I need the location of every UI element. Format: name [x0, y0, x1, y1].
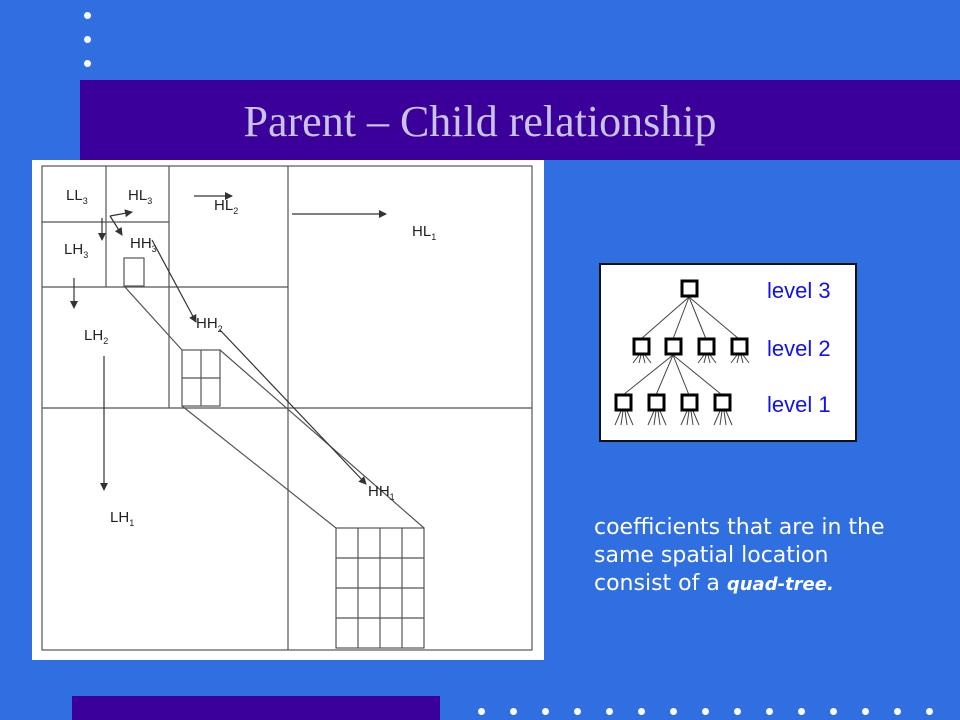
hh3-coefficient	[124, 258, 144, 286]
slide-title: Parent – Child relationship	[243, 97, 717, 146]
decor-dot	[766, 708, 773, 715]
tree-edge	[689, 297, 739, 339]
decor-dot	[734, 708, 741, 715]
caption-main: coefficients that are in the same spatial location consist of a	[594, 515, 885, 596]
tree-fanout	[633, 355, 651, 363]
projection-line	[182, 406, 336, 528]
decor-dot	[894, 708, 901, 715]
tree-level-1-label: level 1	[767, 392, 831, 417]
tree-fanout	[615, 411, 633, 425]
decor-dot	[574, 708, 581, 715]
tree-fanout	[731, 355, 749, 363]
tree-node-level2	[634, 339, 649, 354]
decor-dot	[926, 708, 933, 715]
label-hh1: $HH_1$	[368, 483, 395, 502]
tree-edge	[656, 355, 673, 395]
label-hh3: $HH_3$	[130, 235, 157, 254]
decor-dot	[862, 708, 869, 715]
tree-fanout	[648, 411, 666, 425]
tree-node-level1	[715, 395, 730, 410]
tree-edge	[689, 297, 706, 339]
tree-node-level2	[732, 339, 747, 354]
decor-dot	[84, 12, 91, 19]
projection-line	[124, 286, 182, 350]
arrow-hh2-hh1	[220, 330, 366, 484]
label-lh3: $LH_3$	[64, 241, 89, 260]
decor-dot	[830, 708, 837, 715]
tree-node-level3	[682, 281, 697, 296]
tree-level-3-label: level 3	[767, 278, 831, 303]
decor-dot	[638, 708, 645, 715]
decor-dot	[798, 708, 805, 715]
tree-node-level1	[616, 395, 631, 410]
label-hl3: $HL_3$	[128, 187, 153, 206]
decor-dot	[702, 708, 709, 715]
label-hh2: $HH_2$	[196, 315, 223, 334]
tree-node-level1	[649, 395, 664, 410]
tree-node-level2	[666, 339, 681, 354]
tree-fanout	[698, 355, 716, 363]
caption-end: .	[826, 574, 834, 595]
subband-svg	[32, 160, 544, 660]
arrow-hh3-hh2	[152, 240, 196, 322]
tree-edge	[641, 297, 689, 339]
tree-edge	[623, 355, 673, 395]
decor-dot	[84, 60, 91, 67]
label-lh2: $LH_2$	[84, 327, 109, 346]
quad-tree-diagram	[599, 263, 857, 442]
arrow-ll3-hh3	[110, 216, 122, 235]
subband-diagram	[32, 160, 544, 660]
caption-emphasis: quad-tree	[726, 574, 827, 595]
label-hl2: $HL_2$	[214, 197, 239, 216]
tree-edge	[673, 297, 689, 339]
decor-dot	[606, 708, 613, 715]
label-hl1: $HL_1$	[412, 223, 437, 242]
tree-fanout	[681, 411, 699, 425]
decor-dot	[478, 708, 485, 715]
decor-dot	[84, 36, 91, 43]
tree-level-2-label: level 2	[767, 336, 831, 361]
tree-node-level2	[699, 339, 714, 354]
quad-tree-svg	[601, 265, 855, 440]
decor-dot	[510, 708, 517, 715]
label-ll3: $LL_3$	[66, 187, 88, 206]
bottom-bar	[72, 696, 440, 720]
decor-dot	[542, 708, 549, 715]
arrow-ll3-hl3	[110, 212, 132, 216]
decor-dot	[670, 708, 677, 715]
label-lh1: $LH_1$	[110, 509, 135, 528]
tree-node-level1	[682, 395, 697, 410]
caption	[594, 514, 894, 599]
tree-fanout	[714, 411, 732, 425]
